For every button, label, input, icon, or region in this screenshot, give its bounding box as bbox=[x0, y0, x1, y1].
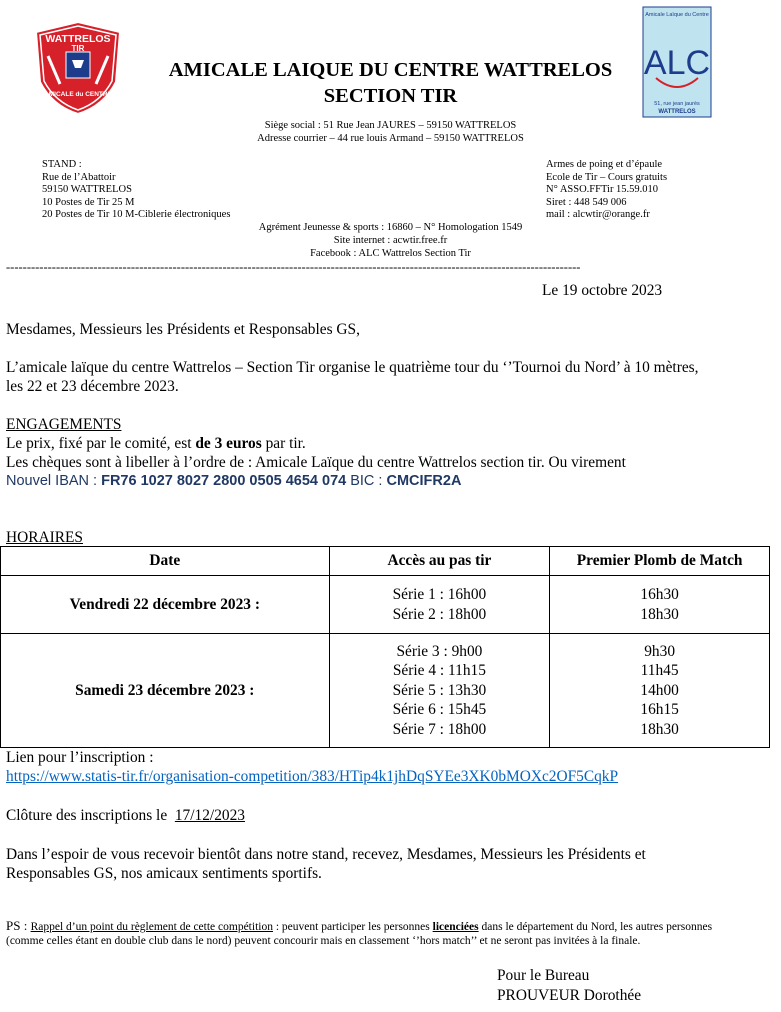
times-cell bbox=[550, 634, 770, 748]
series-item: Série 5 : 13h30 bbox=[392, 681, 487, 699]
day-cell: Samedi 23 décembre 2023 : bbox=[1, 634, 330, 748]
header-title: AMICALE LAIQUE DU CENTRE WATTRELOS bbox=[168, 59, 613, 81]
col-header-acces: Accès au pas tir bbox=[329, 547, 550, 576]
ps-rule: Rappel d’un point du règlement de cette compétition bbox=[30, 921, 273, 933]
time-item: 18h30 bbox=[640, 605, 679, 623]
series-item: Série 7 : 18h00 bbox=[392, 720, 487, 738]
club-info-line: N° ASSO.FFTir 15.59.010 bbox=[546, 184, 659, 196]
ps-text-1: : peuvent participer les personnes bbox=[272, 921, 433, 933]
time-item: 11h45 bbox=[640, 662, 679, 680]
time-item: 16h15 bbox=[640, 701, 679, 719]
stand-line: 10 Postes de Tir 25 M bbox=[42, 196, 135, 208]
logo-text-amicale: AMICALE du CENTRE bbox=[44, 91, 112, 98]
stand-line: Rue de l’Abattoir bbox=[42, 171, 116, 183]
series-item: Série 4 : 11h15 bbox=[392, 662, 486, 680]
bic-label: BIC : bbox=[346, 473, 387, 489]
logo-text-wattrelos: WATTRELOS bbox=[45, 33, 111, 45]
inscription-label: Lien pour l’inscription : bbox=[6, 749, 154, 766]
times-cell bbox=[550, 576, 770, 634]
siege-social: Siège social : 51 Rue Jean JAURES – 59150 WATTRELOS bbox=[264, 120, 517, 131]
horaires-table bbox=[0, 546, 770, 748]
iban-label: Nouvel IBAN : bbox=[6, 473, 102, 489]
stand-line: STAND : bbox=[42, 159, 82, 170]
adresse-courrier: Adresse courrier – 44 rue louis Armand – 59150 WATTRELOS bbox=[257, 133, 524, 144]
club-info-line: Ecole de Tir – Cours gratuits bbox=[546, 171, 668, 183]
col-header-premier-plomb: Premier Plomb de Match bbox=[550, 547, 770, 576]
series-cell bbox=[329, 634, 550, 748]
iban-line bbox=[6, 472, 461, 492]
salutation: Mesdames, Messieurs les Présidents et Responsables GS, bbox=[6, 321, 360, 338]
closing-line-2: Responsables GS, nos amicaux sentiments sportifs. bbox=[6, 865, 322, 882]
price-post: par tir. bbox=[261, 435, 306, 452]
closing-line-1: Dans l’espoir de vous recevoir bientôt dans notre stand, recevez, Mesdames, Messieurs les Présidents et bbox=[6, 846, 646, 863]
bic-value: CMCIFR2A bbox=[386, 473, 462, 489]
club-info bbox=[546, 159, 667, 222]
alc-logo-top-text: Amicale Laïque du Centre bbox=[645, 12, 709, 18]
alc-logo-address: 51, rue jean jaurès bbox=[654, 101, 700, 107]
table-row bbox=[1, 634, 770, 748]
facebook: Facebook : ALC Wattrelos Section Tir bbox=[310, 248, 471, 259]
intro-line-1: L’amicale laïque du centre Wattrelos – Section Tir organise le quatrième tour du ‘’Tournoi du Nord’ à 10 mètres, bbox=[6, 359, 699, 376]
alc-logo-letters: ALC bbox=[643, 44, 711, 82]
price-line bbox=[6, 434, 306, 454]
stand-line: 20 Postes de Tir 10 M-Ciblerie électroniques bbox=[42, 209, 231, 221]
ps-line-2: (comme celles étant en double club dans le nord) peuvent concourir mais en classement ‘’hors match’’ et ne seront pas invitées à la finale. bbox=[6, 935, 641, 947]
table-row bbox=[1, 576, 770, 634]
club-info-line: Armes de poing et d’épaule bbox=[546, 159, 663, 170]
signature-line-1: Pour le Bureau bbox=[497, 967, 590, 984]
time-item: 9h30 bbox=[644, 642, 676, 660]
cloture-date: 17/12/2023 bbox=[174, 807, 245, 824]
stand-info bbox=[42, 159, 230, 222]
header-subtitle: SECTION TIR bbox=[323, 85, 458, 107]
ps-text-2: dans le département du Nord, les autres personnes bbox=[478, 921, 713, 933]
intro-line-2: les 22 et 23 décembre 2023. bbox=[6, 378, 179, 395]
inscription-link[interactable]: https://www.statis-tir.fr/organisation-competition/383/HTip4k1jhDqSYEe3XK0bMOXc2OF5CqkP bbox=[6, 768, 619, 785]
time-item: 18h30 bbox=[640, 720, 679, 738]
stand-line: 59150 WATTRELOS bbox=[42, 184, 132, 196]
engagements-heading: ENGAGEMENTS bbox=[6, 416, 122, 433]
series-cell bbox=[329, 576, 550, 634]
col-header-date: Date bbox=[1, 547, 330, 576]
price-pre: Le prix, fixé par le comité, est bbox=[6, 435, 196, 452]
price-amount: de 3 euros bbox=[195, 435, 262, 452]
cloture-line bbox=[6, 806, 245, 826]
table-header-row bbox=[1, 547, 770, 576]
iban-value: FR76 1027 8027 2800 0505 4654 074 bbox=[101, 473, 347, 489]
series-item: Série 6 : 15h45 bbox=[392, 701, 487, 719]
series-item: Série 3 : 9h00 bbox=[396, 642, 483, 660]
horaires-heading: HORAIRES bbox=[6, 529, 83, 546]
time-item: 14h00 bbox=[640, 681, 679, 699]
letter-date: Le 19 octobre 2023 bbox=[542, 282, 663, 299]
time-item: 16h30 bbox=[640, 585, 679, 603]
signature-line-2: PROUVEUR Dorothée bbox=[497, 987, 642, 1004]
ps-label: PS : bbox=[6, 918, 31, 933]
site-internet: Site internet : acwtir.free.fr bbox=[333, 235, 448, 246]
day-cell: Vendredi 22 décembre 2023 : bbox=[1, 576, 330, 634]
series-item: Série 1 : 16h00 bbox=[392, 585, 487, 603]
series-item: Série 2 : 18h00 bbox=[392, 605, 487, 623]
club-info-line: Siret : 448 549 006 bbox=[546, 196, 627, 208]
agrement: Agrément Jeunesse & sports : 16860 – N° Homologation 1549 bbox=[258, 222, 523, 233]
ps-licensed: licenciées bbox=[432, 921, 479, 933]
cloture-label: Clôture des inscriptions le bbox=[6, 807, 175, 824]
logo-text-tir: TIR bbox=[71, 44, 85, 53]
alc-logo-city: WATTRELOS bbox=[658, 109, 696, 115]
separator-line: ------------------------------------------------------------------------------------------------------------------------------------------ bbox=[6, 260, 581, 274]
club-info-email: mail : alcwtir@orange.fr bbox=[546, 209, 650, 221]
cheques-line: Les chèques sont à libeller à l’ordre de : Amicale Laïque du centre Wattrelos section tir. Ou virement bbox=[6, 454, 626, 471]
